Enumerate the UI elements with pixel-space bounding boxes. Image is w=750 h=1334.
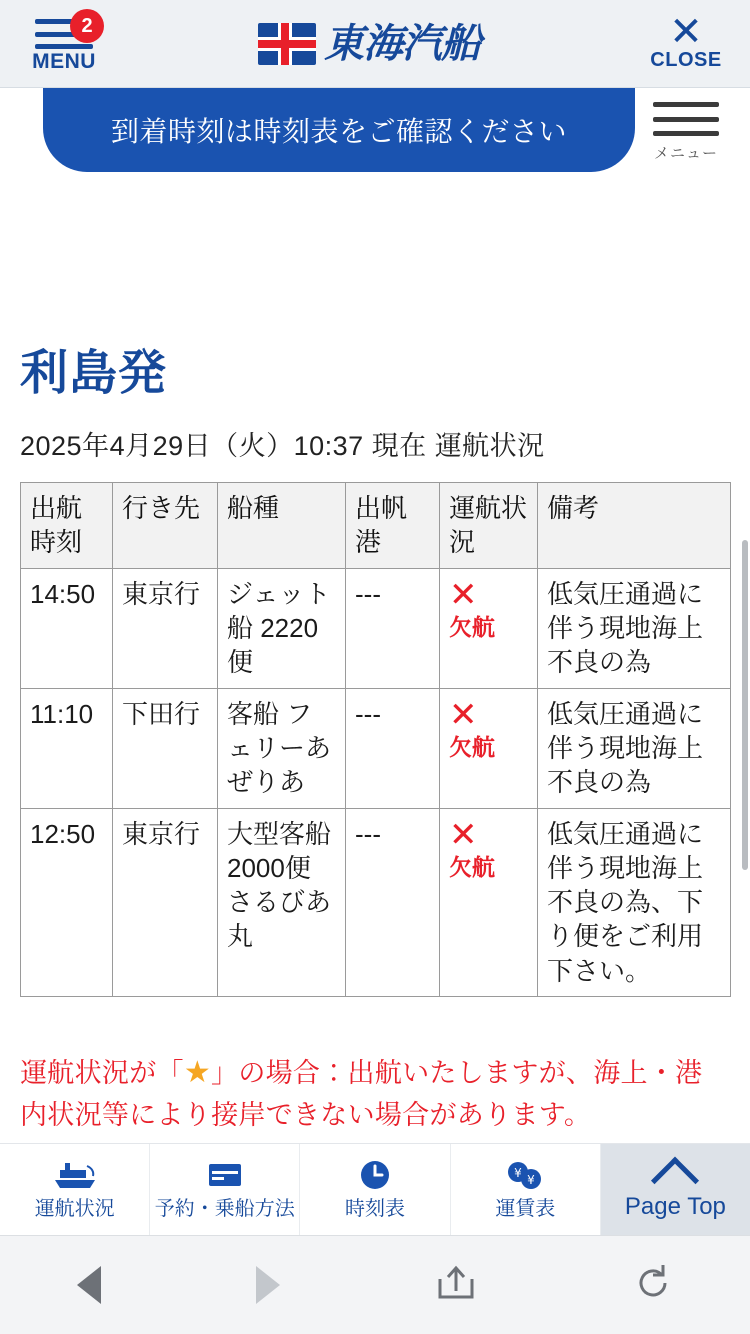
site-logo[interactable] xyxy=(106,20,632,67)
star-icon: ★ xyxy=(183,1056,212,1089)
cancelled-label: 欠航 xyxy=(449,614,495,641)
close-button[interactable] xyxy=(638,10,734,72)
floating-hamburger-icon xyxy=(653,102,719,136)
table-row xyxy=(21,568,731,688)
nav-item-timetable[interactable] xyxy=(300,1144,450,1235)
table-row xyxy=(21,688,731,808)
cell-remarks: 低気圧通過に伴う現地海上不良の為、下り便をご利用下さい。 xyxy=(538,808,731,997)
chevron-up-icon xyxy=(658,1158,692,1192)
timetable-cta-top-label: 到着時刻は時刻表をご確認ください xyxy=(110,116,567,147)
cancelled-label: 欠航 xyxy=(449,853,495,880)
page-content xyxy=(0,88,750,1160)
nav-item-reservation[interactable] xyxy=(150,1144,300,1235)
cell-ship: 客船 フェリーあぜりあ xyxy=(218,688,346,808)
page-scrollbar[interactable] xyxy=(742,540,748,870)
browser-share-button[interactable] xyxy=(434,1263,478,1308)
browser-forward-button[interactable] xyxy=(256,1266,280,1304)
notification-badge: 2 xyxy=(70,9,104,43)
col-ship-type: 船種 xyxy=(218,483,346,569)
close-icon: ✕ xyxy=(669,10,703,54)
cancelled-label: 欠航 xyxy=(449,733,495,760)
cell-time: 11:10 xyxy=(21,688,113,808)
share-icon xyxy=(434,1263,478,1303)
cell-remarks: 低気圧通過に伴う現地海上不良の為 xyxy=(538,568,731,688)
cell-port: --- xyxy=(346,808,440,997)
note-prefix: 運航状況が「 xyxy=(20,1058,184,1088)
cell-time: 14:50 xyxy=(21,568,113,688)
cell-time: 12:50 xyxy=(21,808,113,997)
timetable-cta-top[interactable] xyxy=(43,88,635,172)
cancelled-icon: ✕ xyxy=(449,815,478,854)
cell-port: --- xyxy=(346,568,440,688)
cell-status xyxy=(440,568,538,688)
cancelled-icon: ✕ xyxy=(449,575,478,614)
nav-label: 時刻表 xyxy=(345,1198,405,1221)
reload-icon xyxy=(633,1263,673,1303)
col-departure-port: 出帆港 xyxy=(346,483,440,569)
browser-reload-button[interactable] xyxy=(633,1263,673,1308)
cell-ship: 大型客船 2000便 さるびあ丸 xyxy=(218,808,346,997)
col-departure-time: 出航時刻 xyxy=(21,483,113,569)
col-remarks: 備考 xyxy=(538,483,731,569)
cell-destination: 東京行 xyxy=(113,808,218,997)
browser-toolbar xyxy=(0,1235,750,1334)
cancelled-icon: ✕ xyxy=(449,695,478,734)
browser-back-button[interactable] xyxy=(77,1266,101,1304)
svg-text:¥: ¥ xyxy=(514,1166,523,1181)
nav-item-operation-status[interactable] xyxy=(0,1144,150,1235)
flag-icon xyxy=(258,23,316,65)
note-suffix: 」の場合：出航いたしますが、海上・港内状況等により接岸できない場合があります。 xyxy=(20,1058,703,1130)
col-operation-status: 運航状況 xyxy=(440,483,538,569)
nav-item-fare[interactable] xyxy=(451,1144,601,1235)
nav-label: Page Top xyxy=(624,1193,726,1221)
back-icon xyxy=(77,1266,101,1304)
ship-icon xyxy=(51,1158,99,1192)
nav-label: 運賃表 xyxy=(495,1198,556,1221)
cell-status xyxy=(440,688,538,808)
clock-icon xyxy=(358,1158,392,1192)
floating-menu-button[interactable] xyxy=(640,102,732,163)
bottom-navigation xyxy=(0,1143,750,1235)
status-timestamp: 2025年4月29日（火）10:37 現在 運航状況 xyxy=(20,431,545,461)
close-label: CLOSE xyxy=(650,49,722,71)
col-destination: 行き先 xyxy=(113,483,218,569)
cell-destination: 東京行 xyxy=(113,568,218,688)
nav-label: 運航状況 xyxy=(34,1198,115,1221)
cell-status xyxy=(440,808,538,997)
nav-label: 予約・乗船方法 xyxy=(154,1198,295,1221)
table-header-row xyxy=(21,483,731,569)
page-title: 利島発 xyxy=(20,347,168,400)
menu-button[interactable] xyxy=(16,15,112,72)
cell-destination: 下田行 xyxy=(113,688,218,808)
cell-ship: ジェット船 2220便 xyxy=(218,568,346,688)
floating-menu-label: メニュー xyxy=(653,145,718,162)
calendar-icon xyxy=(205,1158,245,1192)
brand-name: 東海汽船 xyxy=(324,20,480,67)
site-header xyxy=(0,0,750,88)
status-legend-note xyxy=(20,1050,726,1136)
menu-label: MENU xyxy=(32,50,96,73)
svg-text:¥: ¥ xyxy=(527,1173,536,1188)
cell-remarks: 低気圧通過に伴う現地海上不良の為 xyxy=(538,688,731,808)
forward-icon xyxy=(256,1266,280,1304)
cell-port: --- xyxy=(346,688,440,808)
nav-item-page-top[interactable] xyxy=(601,1144,750,1235)
yen-icon xyxy=(505,1158,545,1192)
table-row xyxy=(21,808,731,997)
schedule-table xyxy=(20,482,731,997)
